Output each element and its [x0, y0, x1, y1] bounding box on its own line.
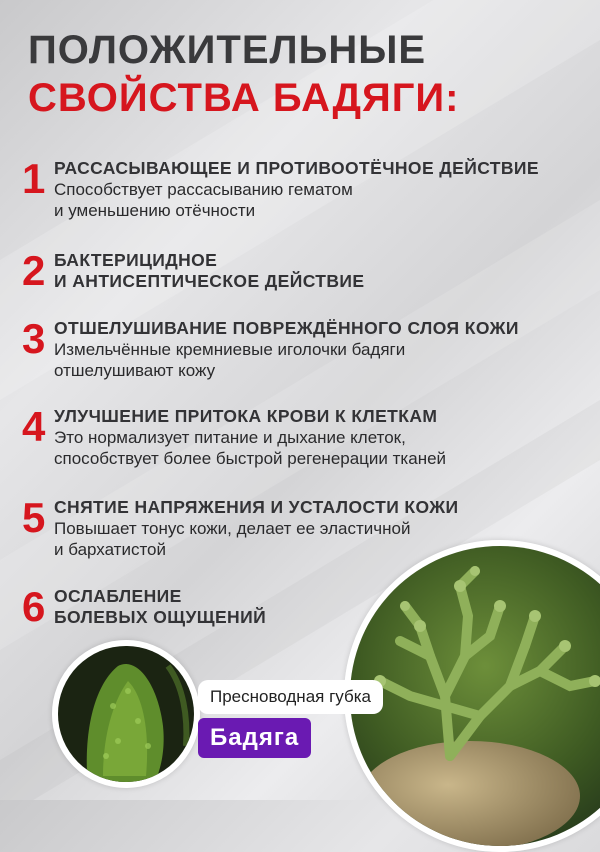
item-number: 6	[22, 583, 46, 630]
page-title	[28, 26, 459, 122]
item-heading-line-2: БОЛЕВЫХ ОЩУЩЕНИЙ	[54, 607, 267, 627]
item-heading: БАКТЕРИЦИДНОЕ	[54, 250, 218, 270]
item-description-line-2: и уменьшению отёчности	[54, 201, 256, 220]
item-heading: УЛУЧШЕНИЕ ПРИТОКА КРОВИ К КЛЕТКАМ	[54, 406, 438, 426]
item-heading: ОТШЕЛУШИВАНИЕ ПОВРЕЖДЁННОГО СЛОЯ КОЖИ	[54, 318, 519, 338]
title-line-2: СВОЙСТВА БАДЯГИ:	[28, 76, 460, 120]
property-item-5	[22, 494, 459, 560]
item-description-line-1: Это нормализует питание и дыхание клеток,	[54, 428, 406, 447]
item-description-line-1: Способствует рассасыванию гематом	[54, 180, 353, 199]
badyaga-name-badge: Бадяга	[198, 718, 311, 758]
item-number: 4	[22, 403, 46, 450]
property-item-3	[22, 315, 519, 381]
item-number: 2	[22, 247, 46, 294]
item-description-line-2: отшелушивают кожу	[54, 361, 216, 380]
sponge-closeup-image	[58, 646, 194, 782]
item-number: 5	[22, 494, 46, 541]
item-number: 1	[22, 155, 46, 202]
item-description-line-1: Измельчённые кремниевые иголочки бадяги	[54, 340, 406, 359]
property-item-1	[22, 155, 539, 221]
sponge-photo-small	[52, 640, 200, 788]
item-heading: РАССАСЫВАЮЩЕЕ И ПРОТИВООТЁЧНОЕ ДЕЙСТВИЕ	[54, 158, 539, 178]
item-heading-line-2: И АНТИСЕПТИЧЕСКОЕ ДЕЙСТВИЕ	[54, 271, 365, 291]
item-heading: ОСЛАБЛЕНИЕ	[54, 586, 182, 606]
item-description-line-2: способствует более быстрой регенерации тканей	[54, 449, 447, 468]
property-item-4	[22, 403, 447, 469]
sponge-on-rock-image	[350, 546, 600, 846]
item-description-line-1: Повышает тонус кожи, делает ее эластичной	[54, 519, 411, 538]
item-description-line-2: и бархатистой	[54, 540, 167, 559]
item-number: 3	[22, 315, 46, 362]
item-heading: СНЯТИЕ НАПРЯЖЕНИЯ И УСТАЛОСТИ КОЖИ	[54, 497, 459, 517]
property-item-2	[22, 247, 365, 294]
property-item-6	[22, 583, 267, 630]
freshwater-sponge-label: Пресноводная губка	[198, 680, 383, 714]
title-line-1: ПОЛОЖИТЕЛЬНЫЕ	[28, 28, 427, 72]
